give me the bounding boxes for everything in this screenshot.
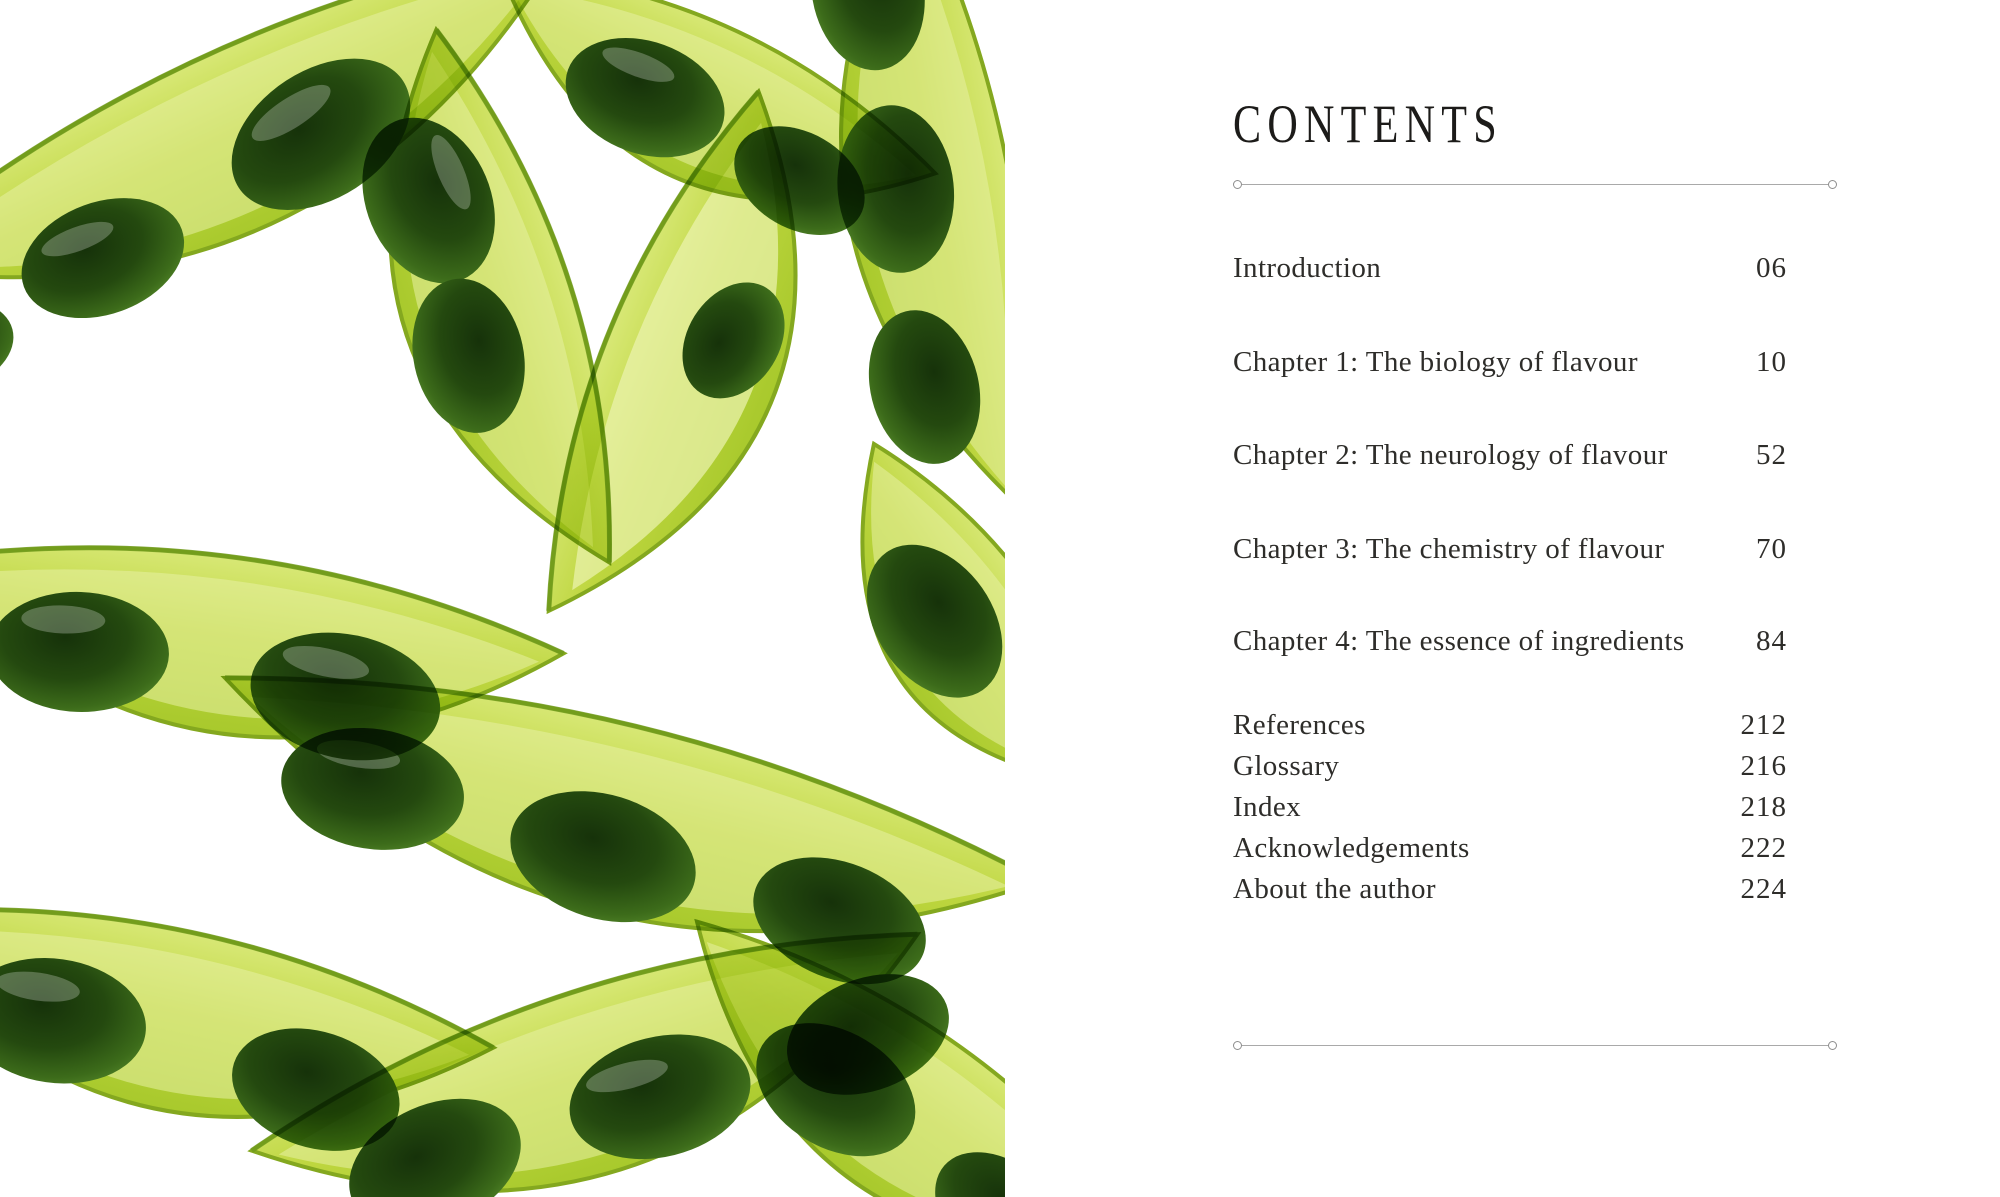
toc-page-number: 224 bbox=[1740, 873, 1787, 905]
toc-label: Chapter 1: The biology of flavour bbox=[1233, 346, 1638, 378]
toc-page-number: 218 bbox=[1740, 791, 1787, 823]
toc-label: Chapter 4: The essence of ingredients bbox=[1233, 625, 1685, 657]
toc-row-introduction bbox=[1233, 251, 1837, 286]
toc-row-chapter-2 bbox=[1233, 438, 1837, 473]
toc-label: Acknowledgements bbox=[1233, 832, 1470, 864]
toc-row-chapter-3 bbox=[1233, 532, 1837, 567]
toc-page-number: 84 bbox=[1756, 625, 1787, 657]
page-title: CONTENTS bbox=[1233, 94, 1503, 154]
divider-endpoint-left-icon bbox=[1233, 1041, 1242, 1050]
toc-page-number: 222 bbox=[1740, 832, 1787, 864]
divider-endpoint-left-icon bbox=[1233, 180, 1242, 189]
toc-row-index bbox=[1233, 790, 1837, 825]
contents-panel bbox=[1233, 0, 1837, 1197]
pea-bean bbox=[0, 287, 24, 405]
divider-bottom bbox=[1233, 1040, 1837, 1050]
divider-endpoint-right-icon bbox=[1828, 180, 1837, 189]
toc-row-chapter-4 bbox=[1233, 624, 1837, 659]
toc-row-glossary bbox=[1233, 749, 1837, 784]
toc-page-number: 06 bbox=[1756, 252, 1787, 284]
divider-top bbox=[1233, 179, 1837, 189]
toc-label: Index bbox=[1233, 791, 1302, 823]
toc-label: Introduction bbox=[1233, 252, 1382, 284]
divider-endpoint-right-icon bbox=[1828, 1041, 1837, 1050]
toc-page-number: 10 bbox=[1756, 346, 1787, 378]
toc-label: References bbox=[1233, 709, 1366, 741]
toc-label: Chapter 3: The chemistry of flavour bbox=[1233, 533, 1665, 565]
divider-line bbox=[1242, 184, 1828, 185]
toc-page-number: 70 bbox=[1756, 533, 1787, 565]
toc-row-about-the-author bbox=[1233, 872, 1837, 907]
toc-row-acknowledgements bbox=[1233, 831, 1837, 866]
toc-row-chapter-1 bbox=[1233, 345, 1837, 380]
toc-label: About the author bbox=[1233, 873, 1436, 905]
toc-label: Glossary bbox=[1233, 750, 1340, 782]
toc-row-references bbox=[1233, 708, 1837, 743]
toc-page-number: 212 bbox=[1740, 709, 1787, 741]
toc-page-number: 216 bbox=[1740, 750, 1787, 782]
divider-line bbox=[1242, 1045, 1828, 1046]
toc-page-number: 52 bbox=[1756, 439, 1787, 471]
toc-label: Chapter 2: The neurology of flavour bbox=[1233, 439, 1668, 471]
